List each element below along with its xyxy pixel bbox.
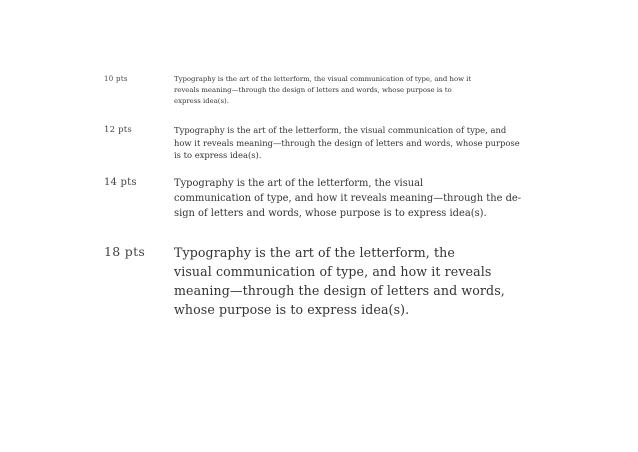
sample-line: whose purpose is to express idea(s). bbox=[174, 302, 410, 317]
sample-line: communication of type, and how it reveals meaning—through the de- bbox=[174, 193, 522, 204]
sample-line: meaning—through the design of letters and words, bbox=[174, 283, 505, 298]
sample-line: Typography is the art of the letterform, the visual bbox=[174, 178, 424, 189]
sample-paragraph bbox=[174, 74, 471, 107]
sample-paragraph bbox=[174, 176, 521, 221]
size-label: 12 pts bbox=[104, 125, 132, 135]
sample-line: sign of letters and words, whose purpose is to express idea(s). bbox=[174, 208, 487, 219]
sample-line: express idea(s). bbox=[174, 97, 229, 105]
sample-line: Typography is the art of the letterform, the visual communication of type, and bbox=[174, 125, 507, 135]
sample-line: reveals meaning—through the design of letters and words, whose purpose is to bbox=[174, 86, 452, 94]
sample-paragraph bbox=[174, 124, 520, 162]
sample-line: Typography is the art of the letterform, the bbox=[174, 245, 455, 260]
size-label: 10 pts bbox=[104, 75, 128, 83]
sample-line: is to express idea(s). bbox=[174, 150, 262, 160]
size-label: 18 pts bbox=[104, 244, 146, 259]
sample-line: visual communication of type, and how it reveals bbox=[174, 264, 492, 279]
sample-paragraph bbox=[174, 243, 505, 319]
size-label: 14 pts bbox=[104, 177, 137, 188]
sample-line: how it reveals meaning—through the design of letters and words, whose purpose bbox=[174, 137, 520, 148]
sample-line: Typography is the art of the letterform, the visual communication of type, and how it bbox=[174, 75, 472, 83]
